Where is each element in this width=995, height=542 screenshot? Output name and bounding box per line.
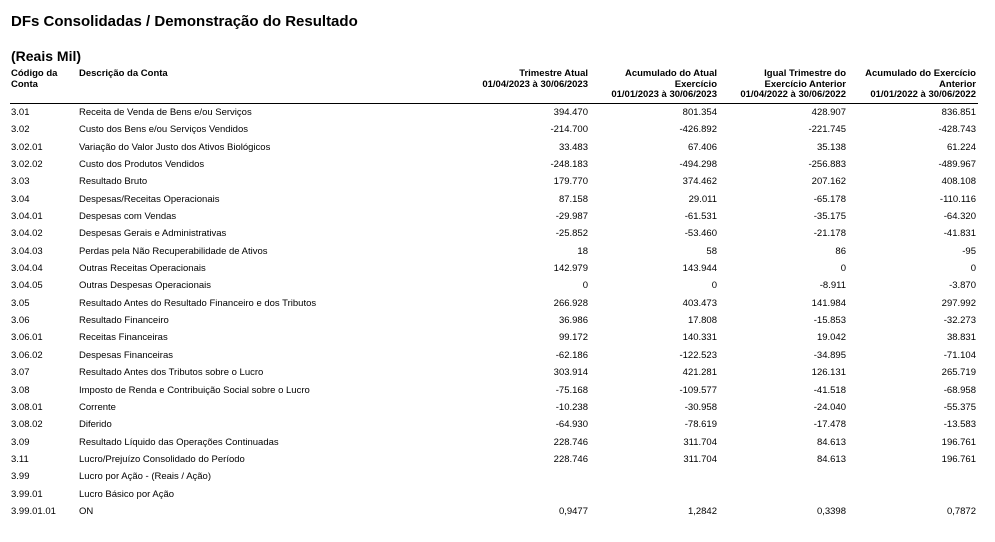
table-row bbox=[0, 210, 995, 227]
value-prior-quarter: -41.518 bbox=[813, 384, 846, 396]
account-description: Resultado Líquido das Operações Continuadas bbox=[79, 436, 279, 448]
table-row bbox=[0, 106, 995, 123]
account-code: 3.08.01 bbox=[11, 401, 43, 413]
table-row bbox=[0, 193, 995, 210]
value-current-quarter: 87.158 bbox=[558, 193, 588, 205]
account-code: 3.06 bbox=[11, 315, 30, 327]
value-prior-accumulated: -55.375 bbox=[943, 401, 976, 413]
account-code: 3.08 bbox=[11, 384, 30, 396]
table-row bbox=[0, 384, 995, 401]
table-row bbox=[0, 349, 995, 366]
value-current-quarter: 99.172 bbox=[558, 332, 588, 344]
value-prior-accumulated: -32.273 bbox=[943, 315, 976, 327]
account-description: Variação do Valor Justo dos Ativos Biológicos bbox=[79, 141, 271, 153]
account-description: Corrente bbox=[79, 401, 116, 413]
units-label: (Reais Mil) bbox=[11, 48, 82, 64]
value-prior-accumulated: 297.992 bbox=[941, 297, 976, 309]
value-current-accumulated: 67.406 bbox=[687, 141, 717, 153]
table-row bbox=[0, 158, 995, 175]
value-prior-quarter: 84.613 bbox=[816, 453, 846, 465]
value-prior-quarter: -65.178 bbox=[813, 193, 846, 205]
value-prior-quarter: -24.040 bbox=[813, 401, 846, 413]
value-prior-quarter: -256.883 bbox=[808, 159, 846, 171]
value-prior-accumulated: 0,7872 bbox=[946, 505, 976, 517]
value-prior-accumulated: -64.320 bbox=[943, 211, 976, 223]
value-prior-accumulated: -13.583 bbox=[943, 419, 976, 431]
value-current-accumulated: -494.298 bbox=[679, 159, 717, 171]
value-prior-accumulated: -68.958 bbox=[943, 384, 976, 396]
table-row bbox=[0, 123, 995, 140]
value-prior-quarter: 19.042 bbox=[816, 332, 846, 344]
account-code: 3.06.01 bbox=[11, 332, 43, 344]
value-current-accumulated: -53.460 bbox=[684, 228, 717, 240]
table-row bbox=[0, 366, 995, 383]
table-row bbox=[0, 297, 995, 314]
value-prior-accumulated: -3.870 bbox=[949, 280, 976, 292]
account-description: Custo dos Bens e/ou Serviços Vendidos bbox=[79, 124, 248, 136]
value-current-accumulated: 311.704 bbox=[683, 436, 717, 448]
value-prior-quarter: 141.984 bbox=[811, 297, 846, 309]
account-code: 3.05 bbox=[11, 297, 30, 309]
value-current-quarter: 0,9477 bbox=[558, 505, 588, 517]
value-current-quarter: -64.930 bbox=[555, 419, 588, 431]
value-current-accumulated: 0 bbox=[711, 280, 717, 292]
value-current-quarter: 179.770 bbox=[553, 176, 588, 188]
account-description: Receitas Financeiras bbox=[79, 332, 168, 344]
header-divider bbox=[10, 103, 978, 104]
account-description: Perdas pela Não Recuperabilidade de Ativos bbox=[79, 245, 268, 257]
account-code: 3.09 bbox=[11, 436, 30, 448]
value-current-accumulated: 29.011 bbox=[688, 193, 717, 205]
value-prior-accumulated: -71.104 bbox=[943, 349, 976, 361]
value-current-accumulated: -122.523 bbox=[679, 349, 717, 361]
value-prior-quarter: -35.175 bbox=[813, 211, 846, 223]
value-prior-accumulated: -489.967 bbox=[938, 159, 976, 171]
account-code: 3.07 bbox=[11, 367, 30, 379]
value-current-accumulated: 143.944 bbox=[682, 263, 717, 275]
account-code: 3.06.02 bbox=[11, 349, 43, 361]
value-current-accumulated: 58 bbox=[706, 245, 717, 257]
value-current-accumulated: -426.892 bbox=[679, 124, 717, 136]
header-current-accumulated: Acumulado do Atual Exercício 01/01/2023 à 30/06/2023 bbox=[611, 68, 717, 100]
table-row bbox=[0, 470, 995, 487]
table-row bbox=[0, 279, 995, 296]
account-description: Despesas/Receitas Operacionais bbox=[79, 193, 220, 205]
header-prior-accumulated: Acumulado do Exercício Anterior 01/01/2022 à 30/06/2022 bbox=[865, 68, 976, 100]
account-code: 3.02.01 bbox=[11, 141, 43, 153]
page-title: DFs Consolidadas / Demonstração do Resultado bbox=[11, 13, 358, 30]
value-current-quarter: 303.914 bbox=[553, 367, 588, 379]
value-current-quarter: 36.986 bbox=[558, 315, 588, 327]
header-account-description: Descrição da Conta bbox=[79, 68, 168, 79]
value-current-accumulated: 311.704 bbox=[683, 453, 717, 465]
value-prior-quarter: -34.895 bbox=[813, 349, 846, 361]
table-row bbox=[0, 141, 995, 158]
account-code: 3.04.05 bbox=[11, 280, 43, 292]
account-description: Custo dos Produtos Vendidos bbox=[79, 159, 205, 171]
account-description: Resultado Bruto bbox=[79, 176, 148, 188]
account-description: Receita de Venda de Bens e/ou Serviços bbox=[79, 107, 252, 118]
account-code: 3.04.03 bbox=[11, 245, 43, 257]
table-row bbox=[0, 331, 995, 348]
value-current-accumulated: 17.808 bbox=[687, 315, 717, 327]
value-current-quarter: 142.979 bbox=[553, 263, 588, 275]
table-row bbox=[0, 505, 995, 522]
header-current-quarter: Trimestre Atual 01/04/2023 à 30/06/2023 bbox=[482, 68, 588, 90]
value-current-quarter: -75.168 bbox=[555, 384, 588, 396]
value-current-accumulated: -61.531 bbox=[684, 211, 717, 223]
value-prior-accumulated: -110.116 bbox=[939, 193, 976, 205]
value-current-quarter: -214.700 bbox=[550, 124, 588, 136]
table-row bbox=[0, 418, 995, 435]
table-row bbox=[0, 245, 995, 262]
value-prior-accumulated: 196.761 bbox=[941, 453, 976, 465]
value-prior-quarter: 0 bbox=[840, 263, 846, 275]
account-code: 3.04 bbox=[11, 193, 30, 205]
value-current-quarter: 0 bbox=[582, 280, 588, 292]
account-description: Despesas Gerais e Administrativas bbox=[79, 228, 227, 240]
value-current-quarter: 228.746 bbox=[553, 453, 588, 465]
value-prior-quarter: -8.911 bbox=[819, 280, 846, 292]
account-code: 3.02 bbox=[11, 124, 30, 136]
account-description: Diferido bbox=[79, 419, 112, 431]
value-current-accumulated: 421.281 bbox=[682, 367, 717, 379]
account-code: 3.11 bbox=[11, 453, 29, 465]
value-current-accumulated: -78.619 bbox=[684, 419, 717, 431]
value-prior-quarter: -17.478 bbox=[813, 419, 846, 431]
account-description: Imposto de Renda e Contribuição Social sobre o Lucro bbox=[79, 384, 310, 396]
account-description: Lucro/Prejuízo Consolidado do Período bbox=[79, 453, 245, 465]
value-current-accumulated: 374.462 bbox=[682, 176, 717, 188]
value-current-quarter: -248.183 bbox=[550, 159, 588, 171]
value-current-quarter: 33.483 bbox=[558, 141, 588, 153]
table-header bbox=[0, 69, 995, 103]
value-current-accumulated: 801.354 bbox=[682, 107, 717, 118]
value-current-accumulated: 1,2842 bbox=[687, 505, 717, 517]
account-description: Resultado Antes dos Tributos sobre o Lucro bbox=[79, 367, 264, 379]
header-account-code: Código da Conta bbox=[11, 68, 58, 90]
value-prior-quarter: 86 bbox=[835, 245, 846, 257]
account-code: 3.99.01 bbox=[11, 488, 43, 500]
account-description: Lucro Básico por Ação bbox=[79, 488, 175, 500]
value-prior-accumulated: 836.851 bbox=[941, 107, 976, 118]
value-current-quarter: -62.186 bbox=[555, 349, 588, 361]
value-prior-quarter: 126.131 bbox=[811, 367, 846, 379]
account-code: 3.02.02 bbox=[11, 159, 43, 171]
account-description: Despesas Financeiras bbox=[79, 349, 173, 361]
value-prior-quarter: -221.745 bbox=[808, 124, 846, 136]
value-current-quarter: 394.470 bbox=[553, 107, 588, 118]
value-current-accumulated: -30.958 bbox=[684, 401, 717, 413]
value-prior-quarter: 207.162 bbox=[811, 176, 846, 188]
value-prior-quarter: 428.907 bbox=[811, 107, 846, 118]
value-prior-accumulated: 265.719 bbox=[941, 367, 976, 379]
value-prior-quarter: -21.178 bbox=[813, 228, 846, 240]
account-code: 3.04.04 bbox=[11, 263, 43, 275]
table-row bbox=[0, 488, 995, 505]
account-description: Despesas com Vendas bbox=[79, 211, 177, 223]
value-prior-quarter: 35.138 bbox=[816, 141, 846, 153]
value-current-quarter: 266.928 bbox=[553, 297, 588, 309]
account-code: 3.08.02 bbox=[11, 419, 43, 431]
value-current-quarter: -10.238 bbox=[555, 401, 588, 413]
table-body bbox=[0, 106, 995, 522]
account-code: 3.99.01.01 bbox=[11, 505, 56, 517]
value-current-accumulated: 140.331 bbox=[682, 332, 717, 344]
table-row bbox=[0, 262, 995, 279]
value-prior-accumulated: -41.831 bbox=[943, 228, 976, 240]
value-current-accumulated: 403.473 bbox=[682, 297, 717, 309]
table-row bbox=[0, 227, 995, 244]
account-description: Lucro por Ação - (Reais / Ação) bbox=[79, 471, 212, 483]
value-current-quarter: -29.987 bbox=[555, 211, 588, 223]
header-prior-quarter: Igual Trimestre do Exercício Anterior 01/04/2022 à 30/06/2022 bbox=[740, 68, 846, 100]
account-code: 3.03 bbox=[11, 176, 30, 188]
value-current-quarter: 18 bbox=[577, 245, 588, 257]
table-row bbox=[0, 401, 995, 418]
value-prior-accumulated: 196.761 bbox=[941, 436, 976, 448]
account-code: 3.99 bbox=[11, 471, 30, 483]
value-prior-accumulated: -428.743 bbox=[938, 124, 976, 136]
value-current-quarter: -25.852 bbox=[555, 228, 588, 240]
account-code: 3.04.01 bbox=[11, 211, 43, 223]
account-description: Resultado Financeiro bbox=[79, 315, 169, 327]
value-current-quarter: 228.746 bbox=[553, 436, 588, 448]
table-row bbox=[0, 453, 995, 470]
value-prior-accumulated: 61.224 bbox=[946, 141, 976, 153]
value-current-accumulated: -109.577 bbox=[679, 384, 717, 396]
account-code: 3.01 bbox=[11, 107, 30, 118]
account-description: Resultado Antes do Resultado Financeiro e dos Tributos bbox=[79, 297, 317, 309]
value-prior-quarter: -15.853 bbox=[813, 315, 846, 327]
table-row bbox=[0, 436, 995, 453]
value-prior-accumulated: -95 bbox=[962, 245, 976, 257]
account-description: Outras Receitas Operacionais bbox=[79, 263, 206, 275]
account-description: Outras Despesas Operacionais bbox=[79, 280, 212, 292]
table-row bbox=[0, 175, 995, 192]
value-prior-quarter: 0,3398 bbox=[816, 505, 846, 517]
value-prior-accumulated: 408.108 bbox=[941, 176, 976, 188]
account-code: 3.04.02 bbox=[11, 228, 43, 240]
account-description: ON bbox=[79, 505, 94, 517]
value-prior-quarter: 84.613 bbox=[816, 436, 846, 448]
value-prior-accumulated: 38.831 bbox=[946, 332, 976, 344]
table-row bbox=[0, 314, 995, 331]
value-prior-accumulated: 0 bbox=[970, 263, 976, 275]
